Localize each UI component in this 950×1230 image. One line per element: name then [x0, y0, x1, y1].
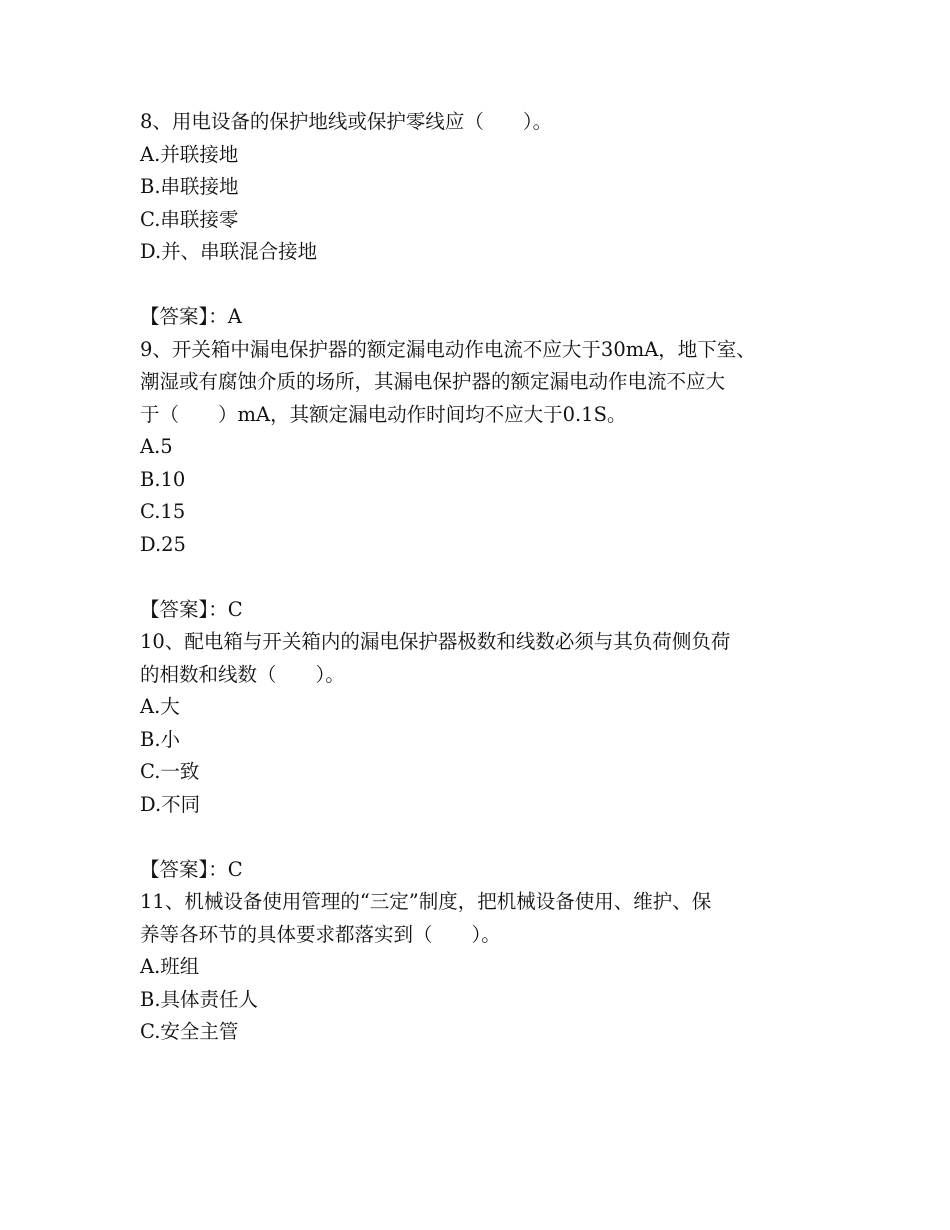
stem-line: 养等各环节的具体要求都落实到（ ）。 [140, 922, 501, 946]
question-stem [140, 886, 820, 951]
option-d: D.不同 [140, 792, 201, 816]
option-a: A.班组 [140, 955, 200, 978]
option-d: D.并、串联混合接地 [140, 240, 318, 263]
option-a: A.大 [140, 695, 180, 718]
question-11 [140, 886, 820, 1049]
option-list [140, 951, 820, 1049]
option-c: C.一致 [140, 760, 200, 783]
option-b: B.小 [140, 727, 181, 751]
option-b: B.具体责任人 [140, 987, 259, 1011]
question-10 [140, 626, 820, 886]
answer-line: 【答案】：C [140, 857, 243, 881]
stem-line: 9、开关箱中漏电保护器的额定漏电动作电流不应大于30mA，地下室、 [140, 337, 756, 361]
stem-line: 潮湿或有腐蚀介质的场所，其漏电保护器的额定漏电动作电流不应大 [140, 370, 726, 393]
stem-line: 10、配电箱与开关箱内的漏电保护器极数和线数必须与其负荷侧负荷 [140, 630, 731, 653]
document-page [140, 106, 820, 1049]
answer-line: 【答案】：C [140, 597, 243, 621]
option-list [140, 431, 820, 561]
option-b: B.10 [140, 467, 186, 491]
stem-line: 的相数和线数（ ）。 [140, 662, 345, 686]
question-8 [140, 106, 820, 334]
stem-line: 11、机械设备使用管理的“三定”制度，把机械设备使用、维护、保 [140, 890, 712, 913]
option-b: B.串联接地 [140, 175, 239, 198]
question-stem [140, 626, 820, 691]
option-c: C.安全主管 [140, 1020, 239, 1043]
option-d: D.25 [140, 532, 186, 556]
option-list [140, 139, 820, 269]
option-a: A.并联接地 [140, 142, 239, 166]
option-list [140, 691, 820, 821]
stem-line: 8、用电设备的保护地线或保护零线应（ ）。 [140, 110, 553, 133]
stem-line: 于（ ）mA，其额定漏电动作时间均不应大于0.1S。 [140, 402, 627, 426]
question-stem [140, 106, 820, 139]
option-c: C.15 [140, 500, 186, 523]
question-stem [140, 334, 820, 432]
option-a: A.5 [140, 435, 173, 458]
answer-line: 【答案】：A [140, 305, 242, 328]
question-9 [140, 334, 820, 627]
option-c: C.串联接零 [140, 207, 239, 231]
